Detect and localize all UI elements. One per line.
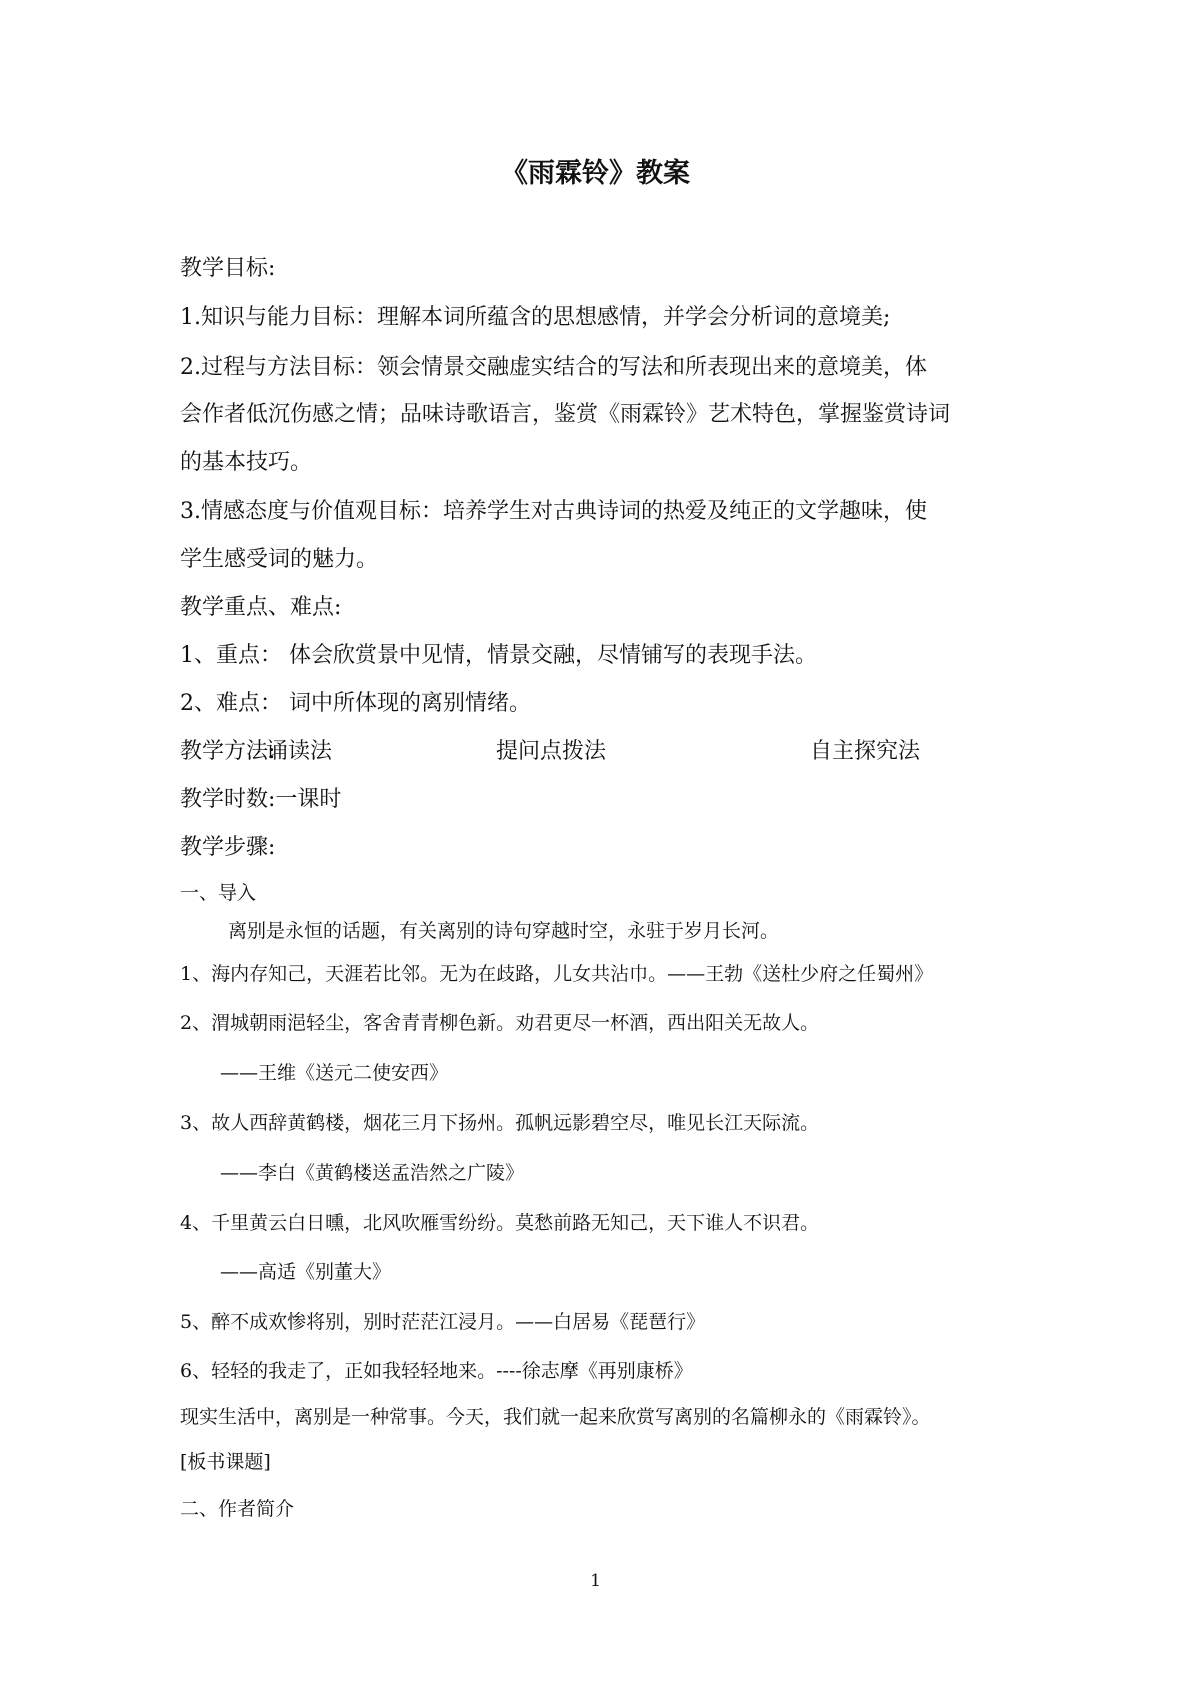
board-note: [板书课题] (180, 1451, 271, 1473)
section-heading: 一、导入 (180, 882, 257, 904)
page-number: 1 (590, 1571, 601, 1591)
key-points-heading: 教学重点、难点: (180, 595, 342, 620)
poem-line: 4、千里黄云白日曛，北风吹雁雪纷纷。莫愁前路无知己，天下谁人不识君。 (180, 1212, 820, 1234)
poem-line: 1、海内存知己，天涯若比邻。无为在歧路，儿女共沾巾。——王勃《送杜少府之任蜀州》 (180, 963, 934, 985)
objective-line: 学生感受词的魅力。 (180, 547, 379, 572)
poem-line: 6、轻轻的我走了，正如我轻轻地来。----徐志摩《再别康桥》 (180, 1360, 693, 1382)
objective-line: 的基本技巧。 (180, 450, 313, 475)
objectives-heading: 教学目标: (180, 256, 276, 281)
poem-source: ——李白《黄鹤楼送孟浩然之广陵》 (220, 1162, 525, 1184)
steps-heading: 教学步骤: (180, 835, 276, 860)
method-item: 自主探究法 (810, 739, 921, 764)
poem-line: 5、醉不成欢惨将别，别时茫茫江浸月。——白居易《琵琶行》 (180, 1311, 706, 1333)
objective-line: 3.情感态度与价值观目标：培养学生对古典诗词的热爱及纯正的文学趣味，使 (180, 499, 927, 524)
key-point-item: 1、重点： 体会欣赏景中见情，情景交融，尽情铺写的表现手法。 (180, 643, 817, 668)
objective-line: 2.过程与方法目标：领会情景交融虚实结合的写法和所表现出来的意境美，体 (180, 355, 927, 380)
teaching-hours: 教学时数:一课时 (180, 787, 342, 812)
objective-line: 1.知识与能力目标：理解本词所蕴含的思想感情，并学会分析词的意境美; (180, 305, 891, 330)
key-point-item: 2、难点： 词中所体现的离别情绪。 (180, 691, 531, 716)
poem-line: 2、渭城朝雨浥轻尘，客舍青青柳色新。劝君更尽一杯酒，西出阳关无故人。 (180, 1012, 820, 1034)
intro-paragraph: 离别是永恒的话题，有关离别的诗句穿越时空，永驻于岁月长河。 (228, 920, 780, 942)
methods-label: 教学方法: (180, 739, 276, 764)
objective-line: 会作者低沉伤感之情；品味诗歌语言，鉴赏《雨霖铃》艺术特色，掌握鉴赏诗词 (180, 402, 951, 427)
closing-paragraph: 现实生活中，离别是一种常事。今天，我们就一起来欣赏写离别的名篇柳永的《雨霖铃》。 (180, 1406, 931, 1428)
section-heading: 二、作者简介 (180, 1498, 295, 1520)
poem-source: ——高适《别董大》 (220, 1261, 392, 1283)
page-title: 《雨霖铃》教案 (501, 158, 690, 189)
poem-source: ——王维《送元二使安西》 (220, 1062, 449, 1084)
method-item: 诵读法 (266, 739, 333, 764)
poem-line: 3、故人西辞黄鹤楼，烟花三月下扬州。孤帆远影碧空尽，唯见长江天际流。 (180, 1112, 820, 1134)
method-item: 提问点拨法 (496, 739, 607, 764)
